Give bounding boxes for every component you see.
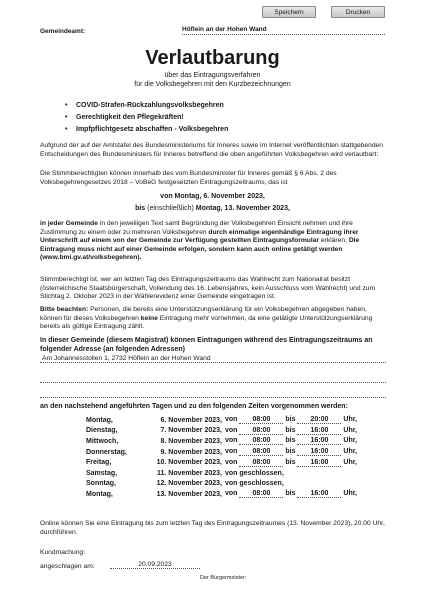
schedule-day: Freitag,: [86, 459, 112, 467]
schedule-time: [225, 468, 357, 479]
schedule-row: [86, 426, 357, 437]
subtitle-line-2: für die Volksbegehren mit den Kurzbezeichnungen: [134, 81, 291, 88]
to-label: bis: [285, 458, 296, 466]
from-time-field[interactable]: 08:00: [239, 459, 283, 467]
schedule-day: Montag,: [86, 490, 113, 498]
procedure-paragraph: in jeder Gemeinde in den jeweiligen Text samt Begründung der Volksbegehren Einsicht nehmen und ihre Zustimmung zu einem oder zu mehreren Volksbegehren durch einmalige eigenhändige Eintragung ihrer Unterschrift auf einem von der Gemeinde zur Verfügung gestellten Eintragungsformular erklären. Die Eintragung muss nicht auf einer Gemeinde erfolgen, sondern kann auch online getätigt werden (www.bmi.gv.at/volksbegehren).: [40, 220, 360, 262]
to-label: bis: [285, 448, 296, 456]
schedule-time: [225, 415, 357, 426]
municipality-field[interactable]: Höflein an der Hohen Wand: [182, 26, 385, 35]
eligibility-paragraph: Die Stimmberechtigten können innerhalb des vom Bundesminister für Inneres gemäß § 6 Abs. 2 des Volksbegehrengesetzes 2018 – VoBeG festgesetzten Eintragungszeitraums, das ist: [40, 170, 337, 186]
schedule-row: [86, 468, 357, 479]
schedule-day: Montag,: [86, 416, 113, 424]
from-label: von: [225, 416, 238, 424]
save-button[interactable]: Speichern: [262, 6, 316, 18]
schedule-time: [225, 479, 357, 490]
schedule-row: [86, 457, 357, 468]
uhr-label: Uhr,: [343, 437, 358, 445]
schedule-day: Sonntag,: [86, 480, 116, 488]
to-time-field[interactable]: 16:00: [297, 490, 341, 498]
print-button[interactable]: Drucken: [331, 6, 385, 18]
schedule-time: [225, 426, 357, 437]
to-time-field[interactable]: 16:00: [297, 437, 341, 445]
schedule-date: 7. November 2023,: [160, 427, 222, 435]
schedule-time: [225, 457, 357, 468]
address-intro: In dieser Gemeinde (diesem Magistrat) können Eintragungen während des Eintragungszeitraums an folgender Adresse (an folgenden Adressen): [40, 337, 373, 353]
online-paragraph: Online können Sie eine Eintragung bis zum letzten Tag des Eintragungszeitraumes (13. November 2023), 20.00 Uhr, durchführen.: [40, 520, 385, 536]
schedule-row: [86, 479, 357, 490]
posted-date-field[interactable]: 20.09.2023: [110, 561, 200, 569]
address-field-empty[interactable]: [40, 374, 386, 383]
from-time-field[interactable]: 08:00: [239, 427, 283, 435]
from-label: von: [225, 458, 238, 466]
schedule-date: 6. November 2023,: [160, 416, 222, 424]
mayor-label: Der Bürgermeister:: [200, 575, 247, 581]
schedule-time: [225, 489, 357, 500]
schedule-day: Samstag,: [86, 469, 118, 477]
municipality-label: Gemeindeamt:: [40, 28, 86, 35]
to-time-field[interactable]: 20:00: [297, 416, 341, 424]
schedule-time: [225, 436, 357, 447]
period-to: bis (einschließlich) Montag, 13. November 2023,: [135, 205, 290, 212]
from-label: von: [225, 437, 238, 445]
address-field[interactable]: Am Johannesstollen 1, 2732 Höflein an der Hohen Wand: [40, 355, 386, 363]
uhr-label: Uhr,: [343, 416, 358, 424]
schedule-table: [86, 415, 357, 500]
uhr-label: Uhr,: [343, 448, 358, 456]
schedule-date: 10. November 2023,: [156, 459, 222, 467]
to-label: bis: [285, 426, 296, 434]
from-time-field[interactable]: 08:00: [239, 437, 283, 445]
subtitle-line-1: über das Eintragungsverfahren: [164, 72, 261, 79]
schedule-date: 13. November 2023,: [156, 490, 222, 498]
petition-item: • Impfpflichtgesetz abschaffen - Volksbegehren: [76, 126, 228, 133]
to-time-field[interactable]: 16:00: [297, 448, 341, 456]
closed-text: geschlossen,: [239, 469, 284, 477]
schedule-day: Donnerstag,: [86, 448, 127, 456]
schedule-row: [86, 415, 357, 426]
uhr-label: Uhr,: [343, 458, 358, 466]
from-time-field[interactable]: 08:00: [239, 490, 283, 498]
schedule-intro: an den nachstehend angeführten Tagen und zu den folgenden Zeiten vorgenommen werden:: [40, 403, 348, 410]
schedule-time: [225, 447, 357, 458]
to-time-field[interactable]: 16:00: [297, 459, 341, 467]
period-from: von Montag, 6. November 2023,: [160, 193, 265, 200]
schedule-day: Dienstag,: [86, 427, 118, 435]
to-time-field[interactable]: 16:00: [297, 427, 341, 435]
voting-right-paragraph: Stimmberechtigt ist, wer am letzten Tag des Eintragungszeitraums das Wahlrecht zum Nationalrat besitzt (österreichische Staatsbürgerschaft, Vollendung des 16. Lebensjahres, kein Ausschluss vom Wahlrecht) und zum Stichtag 2. Oktober 2023 in der Wählerevidenz einer Gemeinde eingetragen ist.: [40, 276, 376, 301]
schedule-date: 8. November 2023,: [160, 437, 222, 445]
address-field-empty[interactable]: [40, 389, 386, 398]
uhr-label: Uhr,: [343, 490, 358, 498]
from-time-field[interactable]: 08:00: [239, 416, 283, 424]
schedule-date: 11. November 2023,: [157, 469, 222, 477]
petition-item: • Gerechtigkeit den Pflegekräften!: [76, 114, 184, 121]
intro-paragraph: Aufgrund der auf der Amtstafel des Bundesministeriums für Inneres sowie im Internet veröffentlichten stattgebenden Entscheidungen des Bundesministers für Inneres betreffend die oben angeführten Volksbegehren wird verlautbart:: [40, 142, 383, 158]
to-label: bis: [285, 416, 296, 424]
page-title: Verlautbarung: [145, 47, 280, 69]
from-label: von: [225, 480, 238, 488]
from-label: von: [225, 490, 238, 498]
from-label: von: [225, 448, 238, 456]
uhr-label: Uhr,: [343, 426, 358, 434]
schedule-date: 12. November 2023,: [156, 480, 222, 488]
to-label: bis: [285, 490, 296, 498]
from-time-field[interactable]: 08:00: [239, 448, 283, 456]
schedule-row: [86, 489, 357, 500]
notice-paragraph: Bitte beachten: Personen, die bereits eine Unterstützungserklärung für ein Volksbegehren abgegeben haben, können für dieses Volksbegehren keine Eintragung mehr vornehmen, da eine getätigte Unterstützungserklärung bereits als gültige Eintragung zählt.: [40, 306, 373, 331]
schedule-date: 9. November 2023,: [160, 448, 222, 456]
from-label: von: [225, 469, 238, 477]
schedule-day: Mittwoch,: [86, 437, 119, 445]
schedule-row: [86, 447, 357, 458]
schedule-row: [86, 436, 357, 447]
announcement-label: Kundmachung:: [40, 549, 85, 556]
from-label: von: [225, 426, 238, 434]
posted-label: angeschlagen am:: [40, 563, 95, 570]
to-label: bis: [285, 437, 296, 445]
closed-text: geschlossen,: [239, 480, 284, 488]
petition-item: • COVID-Strafen-Rückzahlungsvolksbegehren: [76, 102, 224, 109]
